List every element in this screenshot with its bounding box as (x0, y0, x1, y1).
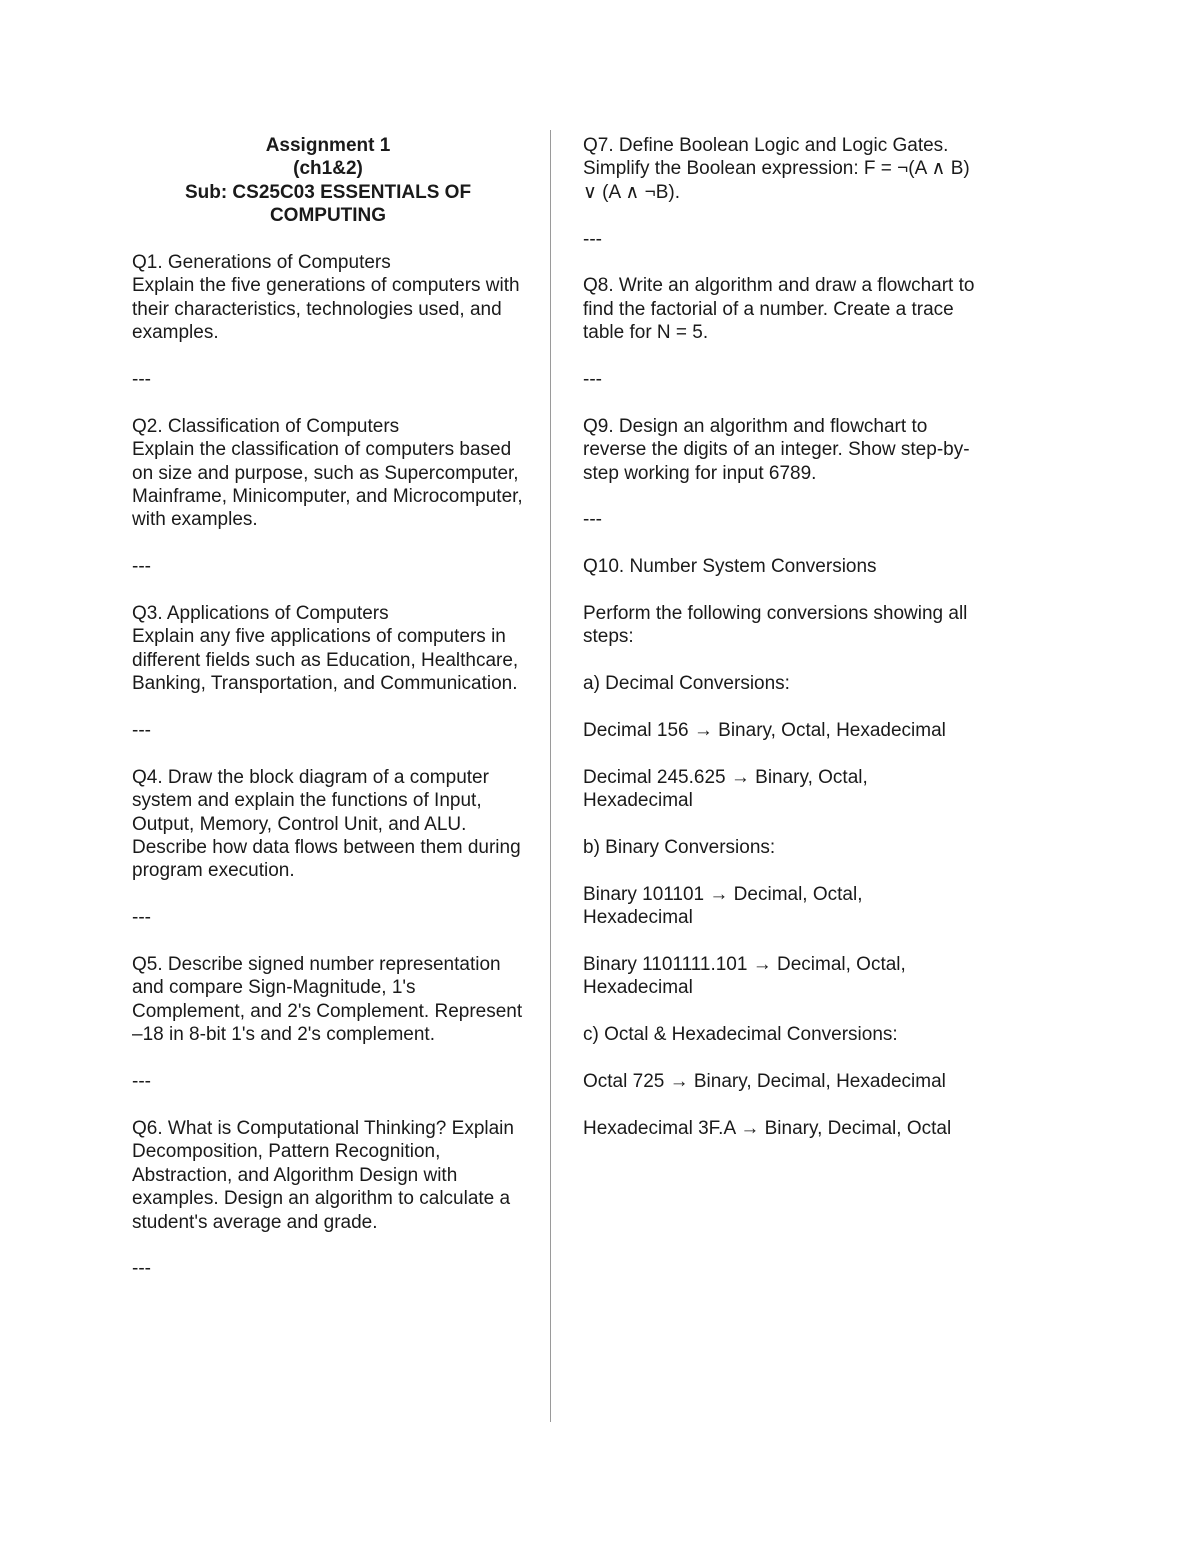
question-2-title: Q2. Classification of Computers (132, 415, 400, 437)
question-2 (132, 415, 524, 532)
title-line-2: (ch1&2) (293, 158, 363, 180)
separator: --- (132, 369, 151, 391)
title-line-3: Sub: CS25C03 ESSENTIALS OF (184, 181, 472, 203)
right-column (583, 134, 975, 1164)
title-line-4: COMPUTING (269, 205, 387, 227)
separator: --- (132, 1071, 151, 1093)
separator: --- (583, 228, 602, 250)
question-10-title: Q10. Number System Conversions (583, 556, 877, 578)
conversion-c2: Hexadecimal 3F.A → Binary, Decimal, Octal (583, 1117, 952, 1139)
subsection-a-heading: a) Decimal Conversions: (583, 673, 790, 695)
question-7: Q7. Define Boolean Logic and Logic Gates. Simplify the Boolean expression: F = ¬(A ∧ B) ∨ (A ∧ ¬B). (583, 135, 970, 203)
conversion-a1: Decimal 156 → Binary, Octal, Hexadecimal (583, 720, 946, 742)
separator: --- (132, 907, 151, 929)
question-3-title: Q3. Applications of Computers (132, 603, 389, 625)
question-10-intro: Perform the following conversions showing all steps: (583, 603, 968, 648)
question-1-title: Q1. Generations of Computers (132, 252, 391, 274)
separator: --- (583, 369, 602, 391)
question-3-body: Explain any five applications of computers in different fields such as Education, Healthcare, Banking, Transportation, and Communication. (132, 626, 519, 695)
conversion-c1: Octal 725 → Binary, Decimal, Hexadecimal (583, 1071, 946, 1093)
title-line-1: Assignment 1 (265, 135, 391, 156)
subsection-c-heading: c) Octal & Hexadecimal Conversions: (583, 1024, 898, 1046)
question-9: Q9. Design an algorithm and flowchart to reverse the digits of an integer. Show step-by-step working for input 6789. (583, 415, 970, 484)
conversion-b1: Binary 101101 → Decimal, Octal, Hexadecimal (583, 883, 863, 929)
subsection-b-heading: b) Binary Conversions: (583, 837, 776, 859)
document-title (132, 134, 524, 228)
separator: --- (583, 509, 602, 531)
separator: --- (132, 556, 151, 578)
conversion-a2: Decimal 245.625 → Binary, Octal, Hexadecimal (583, 766, 868, 812)
question-1-body: Explain the five generations of computers with their characteristics, technologies used, and examples. (132, 275, 520, 344)
separator: --- (132, 1258, 151, 1280)
column-divider (550, 130, 551, 1422)
question-2-body: Explain the classification of computers based on size and purpose, such as Supercomputer, Mainframe, Minicomputer, and Microcomputer, with examples. (132, 439, 523, 531)
left-column (132, 134, 524, 1304)
question-6: Q6. What is Computational Thinking? Explain Decomposition, Pattern Recognition, Abstraction, and Algorithm Design with examples. Design an algorithm to calculate a student's average and grade. (132, 1117, 514, 1233)
question-1 (132, 251, 524, 345)
question-4: Q4. Draw the block diagram of a computer system and explain the functions of Input, Output, Memory, Control Unit, and ALU. Describe how data flows between them during program execution. (132, 766, 521, 882)
question-5: Q5. Describe signed number representation and compare Sign-Magnitude, 1's Complement, and 2's Complement. Represent –18 in 8-bit 1's and 2's complement. (132, 954, 523, 1046)
question-8: Q8. Write an algorithm and draw a flowchart to find the factorial of a number. Create a trace table for N = 5. (583, 275, 975, 344)
conversion-b2: Binary 1101111.101 → Decimal, Octal, Hexadecimal (583, 954, 906, 999)
question-3 (132, 602, 524, 696)
separator: --- (132, 720, 151, 742)
